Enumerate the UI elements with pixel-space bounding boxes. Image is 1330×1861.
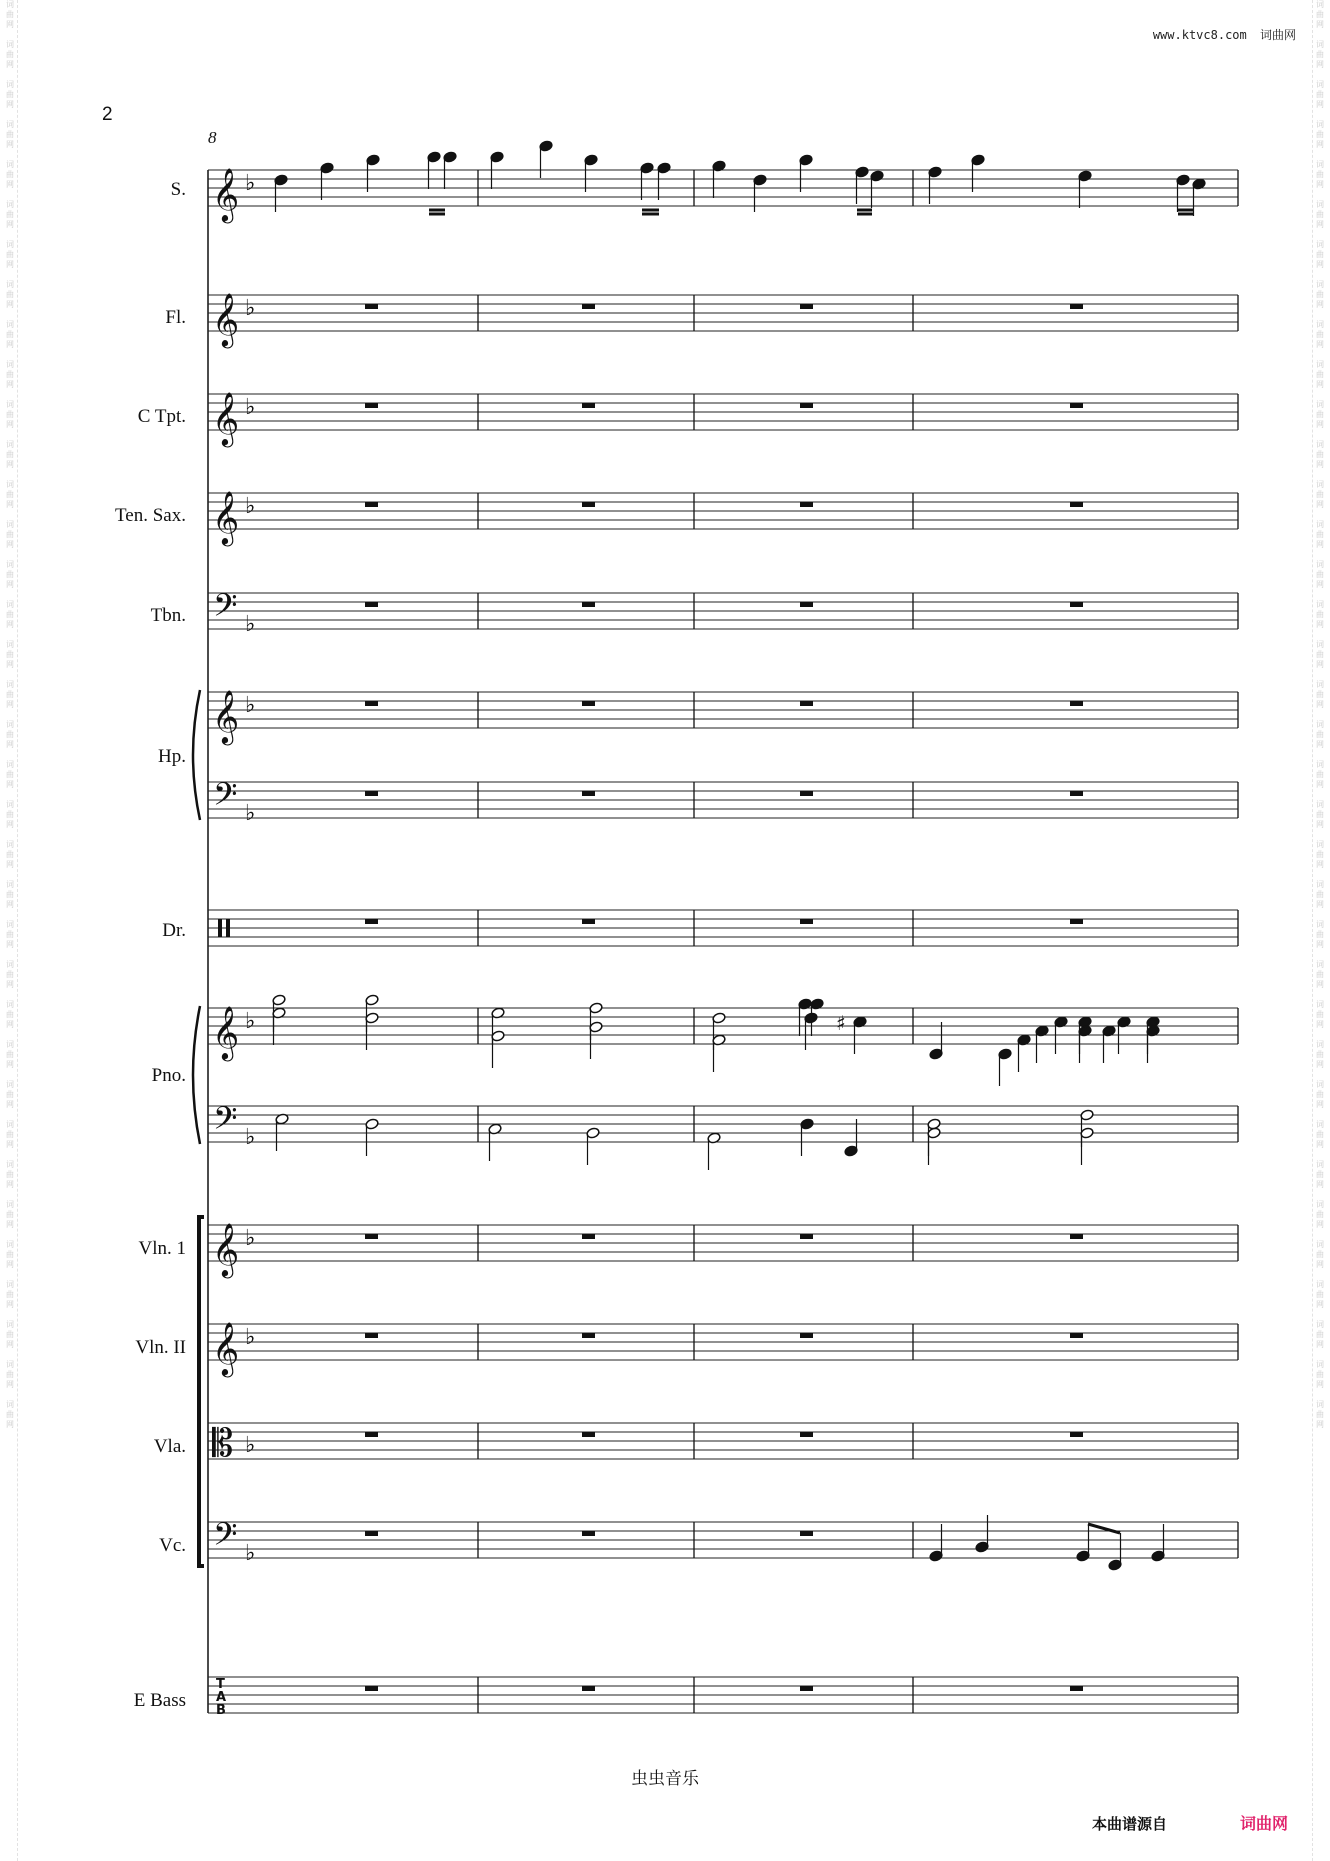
whole-rest-icon [365,919,378,924]
whole-rest-icon [365,1686,378,1691]
instrument-label-violin-1: Vln. 1 [138,1238,186,1259]
whole-rest-icon [1070,304,1083,309]
whole-rest-icon [1070,602,1083,607]
site-url-text: www.ktvc8.com [1152,28,1247,42]
instrument-label-violin-2: Vln. II [135,1337,186,1358]
flat-key-icon: ♭ [245,171,256,196]
flat-key-icon: ♭ [245,1541,256,1566]
note-beam [1088,1524,1120,1533]
piano-brace-icon [193,1006,200,1144]
footer-source-label: 本曲谱源自 [1092,1815,1168,1833]
treble-clef-icon: 𝄞 [212,490,240,544]
whole-rest-icon [582,502,595,507]
whole-rest-icon [1070,1686,1083,1691]
treble-clef-icon: 𝄞 [212,1005,240,1059]
sharp-icon: ♯ [836,1011,846,1035]
whole-rest-icon [582,403,595,408]
percussion-clef-icon [218,919,222,937]
instrument-label-drums: Dr. [162,920,186,941]
measure-number: 8 [208,128,217,147]
flat-key-icon: ♭ [245,1325,256,1350]
whole-rest-icon [365,791,378,796]
treble-clef-icon: 𝄞 [212,1321,240,1375]
bass-clef-icon: 𝄢 [213,776,238,820]
flat-key-icon: ♭ [245,395,256,420]
whole-rest-icon [800,1531,813,1536]
treble-clef-icon: 𝄞 [212,167,240,221]
whole-rest-icon [800,602,813,607]
harp-brace-icon [193,690,200,820]
instrument-label-trombone: Tbn. [150,605,186,626]
whole-rest-icon [365,403,378,408]
treble-clef-icon: 𝄞 [212,1222,240,1276]
strings-bracket-icon [199,1217,204,1566]
whole-rest-icon [365,1234,378,1239]
footer-publisher: 虫虫音乐 [631,1769,699,1789]
whole-rest-icon [582,791,595,796]
instrument-label-tenor-sax: Ten. Sax. [115,505,186,526]
whole-rest-icon [800,1333,813,1338]
whole-rest-icon [1070,1234,1083,1239]
whole-rest-icon [582,602,595,607]
whole-rest-icon [582,1686,595,1691]
left-watermark-strip: 词 曲 网 词 曲 网 词 曲 网 词 曲 网 词 曲 网 词 曲 网 词 曲 网 词 曲 网 词 曲 网 词 曲 网 词 曲 网 词 曲 网 词 曲 网 词 曲 网 词 曲 网 词 曲 网 词 曲 网 词 曲 网 词 曲 网 词 曲 网 词 曲 网 词 曲 网 词 曲 网 词 曲 网 词 曲 网 词 曲 网 词 曲 网 词 曲 网 词 曲 网 词 曲 网 词 曲 网 词 曲 网 词 曲 网 词 曲 网 词 曲 网 词 曲 网 [3,0,18,1861]
whole-rest-icon [800,1432,813,1437]
bass-clef-icon: 𝄢 [213,1100,238,1144]
whole-rest-icon [1070,502,1083,507]
tab-clef-icon: T [216,1677,225,1692]
whole-rest-icon [1070,919,1083,924]
whole-rest-icon [365,701,378,706]
whole-rest-icon [800,919,813,924]
right-watermark-strip: 词 曲 网 词 曲 网 词 曲 网 词 曲 网 词 曲 网 词 曲 网 词 曲 网 词 曲 网 词 曲 网 词 曲 网 词 曲 网 词 曲 网 词 曲 网 词 曲 网 词 曲 网 词 曲 网 词 曲 网 词 曲 网 词 曲 网 词 曲 网 词 曲 网 词 曲 网 词 曲 网 词 曲 网 词 曲 网 词 曲 网 词 曲 网 词 曲 网 词 曲 网 词 曲 网 词 曲 网 词 曲 网 词 曲 网 词 曲 网 词 曲 网 词 曲 网 [1312,0,1327,1861]
instrument-label-flute: Fl. [165,307,186,328]
whole-rest-icon [365,602,378,607]
whole-rest-icon [800,1234,813,1239]
whole-rest-icon [365,1333,378,1338]
tab-clef-icon: B [216,1703,226,1718]
whole-rest-icon [1070,791,1083,796]
whole-rest-icon [582,1333,595,1338]
whole-rest-icon [582,701,595,706]
instrument-label-soprano: S. [170,179,186,200]
instrument-label-viola: Vla. [153,1436,186,1457]
flat-key-icon: ♭ [245,801,256,826]
flat-key-icon: ♭ [245,612,256,637]
treble-clef-icon: 𝄞 [212,391,240,445]
bass-clef-icon: 𝄢 [213,587,238,631]
whole-rest-icon [582,304,595,309]
whole-rest-icon [800,701,813,706]
whole-rest-icon [365,1531,378,1536]
flat-key-icon: ♭ [245,494,256,519]
whole-rest-icon [1070,1432,1083,1437]
whole-rest-icon [1070,1333,1083,1338]
instrument-label-e-bass: E Bass [133,1690,186,1711]
whole-rest-icon [582,1234,595,1239]
whole-rest-icon [582,1432,595,1437]
tab-clef-icon: A [216,1690,227,1705]
whole-rest-icon [365,502,378,507]
treble-clef-icon: 𝄞 [212,292,240,346]
instrument-label-cello: Vc. [159,1535,186,1556]
footer-brand-link[interactable]: 词曲网 [1240,1814,1289,1833]
whole-rest-icon [800,403,813,408]
whole-rest-icon [800,1686,813,1691]
percussion-clef-icon [226,919,230,937]
instrument-label-harp: Hp. [158,746,186,767]
bass-clef-icon: 𝄢 [213,1516,238,1560]
flat-key-icon: ♭ [245,1009,256,1034]
whole-rest-icon [1070,701,1083,706]
alto-clef-icon: 𝄡 [212,1421,234,1465]
whole-rest-icon [365,1432,378,1437]
page-number: 2 [102,104,113,125]
whole-rest-icon [800,502,813,507]
whole-rest-icon [365,304,378,309]
whole-rest-icon [582,1531,595,1536]
whole-rest-icon [800,791,813,796]
flat-key-icon: ♭ [245,693,256,718]
flat-key-icon: ♭ [245,1125,256,1150]
site-name-text: 词曲网 [1259,28,1296,42]
whole-rest-icon [800,304,813,309]
flat-key-icon: ♭ [245,296,256,321]
treble-clef-icon: 𝄞 [212,689,240,743]
flat-key-icon: ♭ [245,1433,256,1458]
flat-key-icon: ♭ [245,1226,256,1251]
instrument-label-trumpet: C Tpt. [137,406,186,427]
whole-rest-icon [1070,403,1083,408]
whole-rest-icon [582,919,595,924]
instrument-label-piano: Pno. [151,1065,186,1086]
